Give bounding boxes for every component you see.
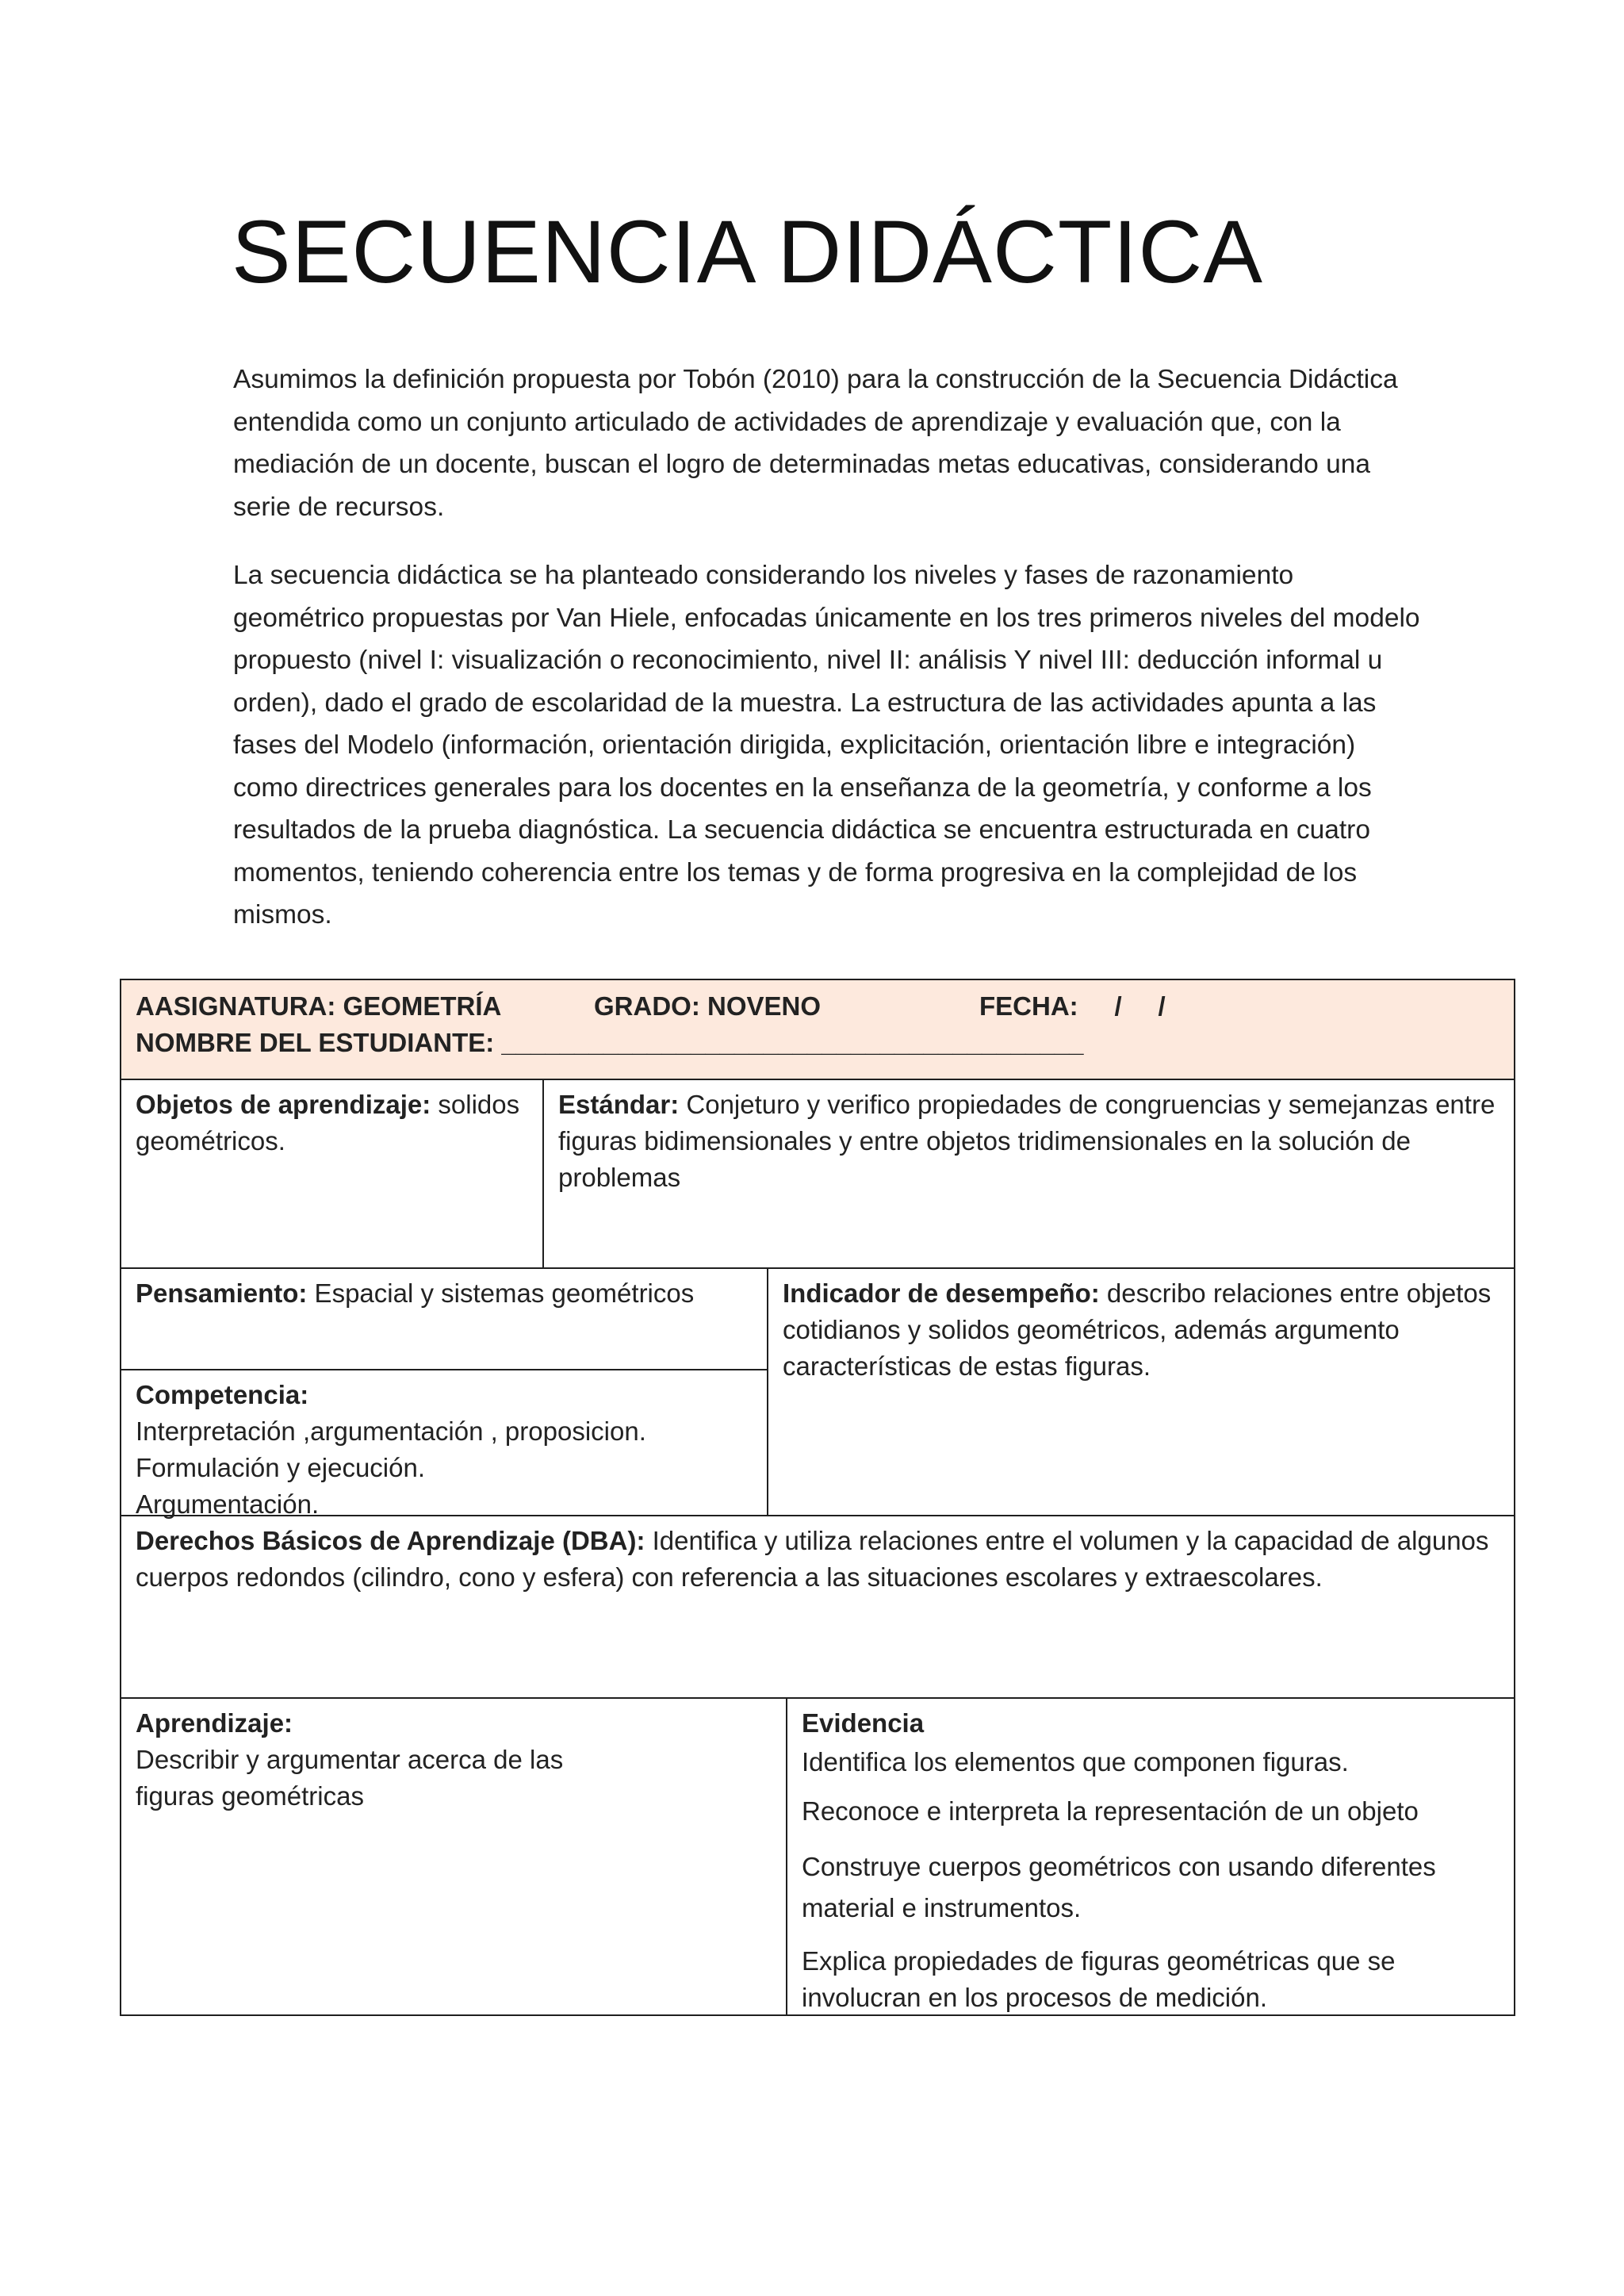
aprendizaje-text: Describir y argumentar acerca de las figuras geométricas [136, 1745, 564, 1811]
page-title: SECUENCIA DIDÁCTICA [232, 202, 1263, 301]
estandar-text: Conjeturo y verifico propiedades de congruencias y semejanzas entre figuras bidimensionales y entre objetos tridimensionales en la solución de problemas [558, 1090, 1496, 1192]
fecha-field: FECHA: / / [979, 991, 1166, 1021]
competencia-label: Competencia: [136, 1380, 309, 1409]
evidencia-cell [786, 1697, 1515, 2016]
grado-field: GRADO: NOVENO [594, 991, 822, 1021]
competencia-cell [120, 1369, 768, 1519]
dba-cell [120, 1515, 1515, 1699]
indicador-label: Indicador de desempeño: [783, 1278, 1100, 1308]
aprendizaje-label: Aprendizaje: [136, 1708, 293, 1738]
objetos-aprendizaje-cell [120, 1079, 544, 1269]
intro-text [233, 358, 1423, 937]
aprendizaje-cell [120, 1697, 787, 2016]
evidencia-item: Identifica los elementos que componen figuras. [802, 1747, 1349, 1777]
objetos-label: Objetos de aprendizaje: [136, 1090, 431, 1119]
competencia-line: Interpretación ,argumentación , proposicion. [136, 1416, 646, 1446]
intro-paragraph-1: Asumimos la definición propuesta por Tobón (2010) para la construcción de la Secuencia Didáctica entendida como un conjunto articulado de actividades de aprendizaje y evaluación que, con la mediación de un docente, buscan el logro de determinadas metas educativas, considerando una serie de recursos. [233, 365, 1398, 522]
intro-paragraph-2: La secuencia didáctica se ha planteado considerando los niveles y fases de razonamiento geométrico propuestas por Van Hiele, enfocadas únicamente en los tres primeros niveles del modelo propuesto (nivel I: visualización o reconocimiento, nivel II: análisis Y nivel III: deducción informal u orden), dado el grado de escolaridad de la muestra. La estructura de las actividades apunta a las fases del Modelo (información, orientación dirigida, explicitación, orientación libre e integración) como directrices generales para los docentes en la enseñanza de la geometría, y conforme a los resultados de la prueba diagnóstica. La secuencia didáctica se encuentra estructurada en cuatro momentos, teniendo coherencia entre los temas y de forma progresiva en la complejidad de los mismos. [233, 561, 1420, 930]
form-header [120, 979, 1515, 1080]
evidencia-item: Explica propiedades de figuras geométricas que se involucran en los procesos de medición. [802, 1946, 1396, 2012]
dba-text: Identifica y utiliza relaciones entre el volumen y la capacidad de algunos cuerpos redondos (cilindro, cono y esfera) con referencia a las situaciones escolares y extraescolares. [136, 1526, 1489, 1592]
pensamiento-label: Pensamiento: [136, 1278, 308, 1308]
dba-label: Derechos Básicos de Aprendizaje (DBA): [136, 1526, 645, 1555]
evidencia-item: Reconoce e interpreta la representación de un objeto [802, 1796, 1419, 1826]
evidencia-label: Evidencia [802, 1708, 925, 1738]
estandar-cell [542, 1079, 1515, 1269]
indicador-desempeno-cell [767, 1267, 1515, 1516]
objetos-text: solidos geométricos. [136, 1090, 520, 1156]
competencia-line: Formulación y ejecución. [136, 1453, 425, 1482]
student-name-field[interactable]: NOMBRE DEL ESTUDIANTE: ________________________________________ [136, 1028, 1084, 1057]
asignatura-field: AASIGNATURA: GEOMETRÍA [136, 991, 502, 1021]
evidencia-item: Construye cuerpos geométricos con usando diferentes material e instrumentos. [802, 1852, 1436, 1922]
pensamiento-text: Espacial y sistemas geométricos [307, 1278, 695, 1308]
pensamiento-cell [120, 1267, 768, 1370]
estandar-label: Estándar: [558, 1090, 680, 1119]
indicador-text: describo relaciones entre objetos cotidianos y solidos geométricos, además argumento características de estas figuras. [783, 1278, 1492, 1381]
competencia-line: Argumentación. [136, 1489, 320, 1519]
